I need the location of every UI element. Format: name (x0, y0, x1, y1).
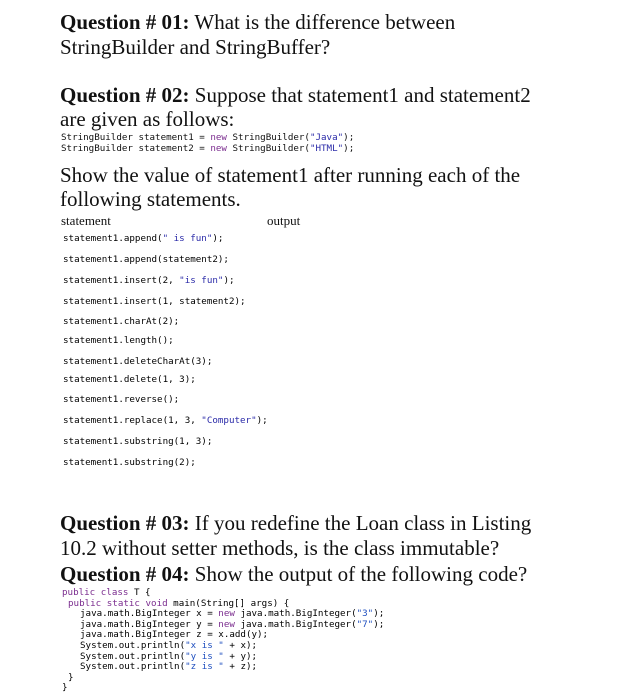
q2-code-line-1: StringBuilder statement1 = new StringBuilder("Java"); (61, 132, 355, 143)
q4-line1 (60, 562, 527, 586)
q3-label: Question # 03: (60, 511, 190, 535)
column-header-output: output (267, 213, 301, 228)
statement-row: statement1.append(statement2); (63, 254, 229, 265)
q4-text: Show the output of the following code? (189, 562, 528, 586)
code-line: } (68, 671, 74, 683)
code-line: System.out.println("x is " + x); (80, 640, 258, 651)
code-line: System.out.println("z is " + z); (80, 661, 258, 673)
statement-row: statement1.insert(2, "is fun"); (63, 275, 235, 286)
q3-text: If you redefine the Loan class in Listing (189, 511, 532, 535)
statement-row: statement1.substring(1, 3); (63, 436, 213, 447)
q1-text: What is the difference between (189, 10, 456, 34)
q4-label: Question # 04: (60, 562, 190, 586)
statement-row: statement1.append(" is fun"); (63, 233, 224, 244)
q2-instruction-2: following statements. (60, 187, 241, 211)
q2-code-line-2: StringBuilder statement2 = new StringBuilder("HTML"); (61, 143, 355, 154)
statement-row: statement1.delete(1, 3); (63, 374, 196, 385)
q2-instruction-1: Show the value of statement1 after running each of the (60, 163, 521, 187)
q2-line1 (60, 83, 531, 107)
q1-line1 (60, 10, 455, 34)
code-line: java.math.BigInteger y = new java.math.BigInteger("7"); (80, 618, 385, 630)
code-line: public static void main(String[] args) { (68, 597, 290, 609)
q2-text: Suppose that statement1 and statement2 (189, 83, 531, 107)
code-line: } (62, 682, 68, 694)
q2-label: Question # 02: (60, 83, 190, 107)
q1-line2: StringBuilder and StringBuffer? (60, 35, 331, 59)
column-header-statement: statement (61, 213, 111, 228)
q2-line2: are given as follows: (60, 107, 235, 131)
code-line: java.math.BigInteger x = new java.math.BigInteger("3"); (80, 608, 385, 620)
q1-label: Question # 01: (60, 10, 190, 34)
q3-line2: 10.2 without setter methods, is the class immutable? (60, 536, 500, 560)
statement-row: statement1.length(); (63, 335, 174, 346)
statement-row: statement1.replace(1, 3, "Computer"); (63, 415, 268, 426)
code-line: System.out.println("y is " + y); (80, 650, 258, 662)
code-line: public class T { (62, 587, 151, 598)
statement-row: statement1.insert(1, statement2); (63, 296, 246, 307)
q3-line1 (60, 511, 531, 535)
statement-row: statement1.deleteCharAt(3); (63, 356, 213, 367)
code-line: java.math.BigInteger z = x.add(y); (80, 629, 269, 641)
statement-row: statement1.reverse(); (63, 394, 180, 405)
statement-row: statement1.substring(2); (63, 457, 196, 468)
statement-row: statement1.charAt(2); (63, 316, 180, 327)
